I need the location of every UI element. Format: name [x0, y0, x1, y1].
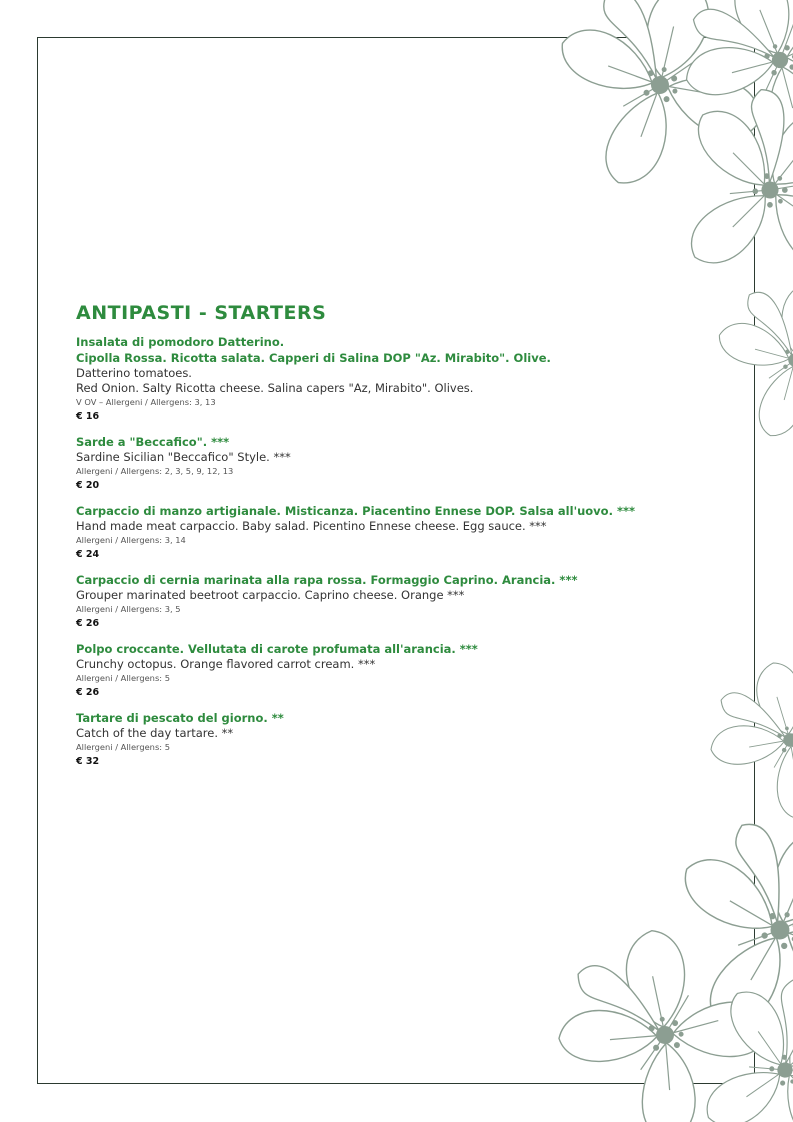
item-name-it: Tartare di pescato del giorno. **	[76, 711, 284, 725]
item-name-en: Crunchy octopus. Orange flavored carrot cream. ***	[76, 657, 376, 671]
item-name-it: Carpaccio di cernia marinata alla rapa rossa. Formaggio Caprino. Arancia. ***	[76, 573, 578, 587]
item-price: € 26	[76, 618, 100, 629]
menu-item	[76, 641, 716, 700]
item-allergens: Allergeni / Allergens: 5	[76, 742, 170, 752]
item-name-it: Sarde a "Beccafico". ***	[76, 435, 230, 449]
item-name-it: Cipolla Rossa. Ricotta salata. Capperi di Salina DOP "Az. Mirabito". Olive.	[76, 351, 551, 365]
item-name-it: Insalata di pomodoro Datterino.	[76, 335, 285, 349]
item-name-it: Carpaccio di manzo artigianale. Misticanza. Piacentino Ennese DOP. Salsa all'uovo. ***	[76, 504, 635, 518]
item-price: € 16	[76, 411, 100, 422]
item-name-en: Catch of the day tartare. **	[76, 726, 234, 740]
item-allergens: V OV – Allergeni / Allergens: 3, 13	[76, 397, 216, 407]
menu-content	[76, 302, 716, 779]
item-allergens: Allergeni / Allergens: 3, 14	[76, 535, 186, 545]
item-allergens: Allergeni / Allergens: 5	[76, 673, 170, 683]
menu-item	[76, 572, 716, 631]
item-name-en: Datterino tomatoes.	[76, 366, 192, 380]
menu-item	[76, 334, 716, 424]
item-name-en: Red Onion. Salty Ricotta cheese. Salina capers "Az, Mirabito". Olives.	[76, 381, 474, 395]
item-price: € 32	[76, 756, 100, 767]
item-price: € 24	[76, 549, 100, 560]
item-name-en: Sardine Sicilian "Beccafico" Style. ***	[76, 450, 291, 464]
section-title: ANTIPASTI - STARTERS	[76, 302, 327, 324]
item-allergens: Allergeni / Allergens: 3, 5	[76, 604, 181, 614]
item-price: € 20	[76, 480, 100, 491]
item-allergens: Allergeni / Allergens: 2, 3, 5, 9, 12, 13	[76, 466, 234, 476]
item-name-en: Grouper marinated beetroot carpaccio. Caprino cheese. Orange ***	[76, 588, 465, 602]
menu-item	[76, 710, 716, 769]
item-name-en: Hand made meat carpaccio. Baby salad. Picentino Ennese cheese. Egg sauce. ***	[76, 519, 547, 533]
menu-item	[76, 434, 716, 493]
item-name-it: Polpo croccante. Vellutata di carote profumata all'arancia. ***	[76, 642, 478, 656]
menu-item	[76, 503, 716, 562]
item-price: € 26	[76, 687, 100, 698]
